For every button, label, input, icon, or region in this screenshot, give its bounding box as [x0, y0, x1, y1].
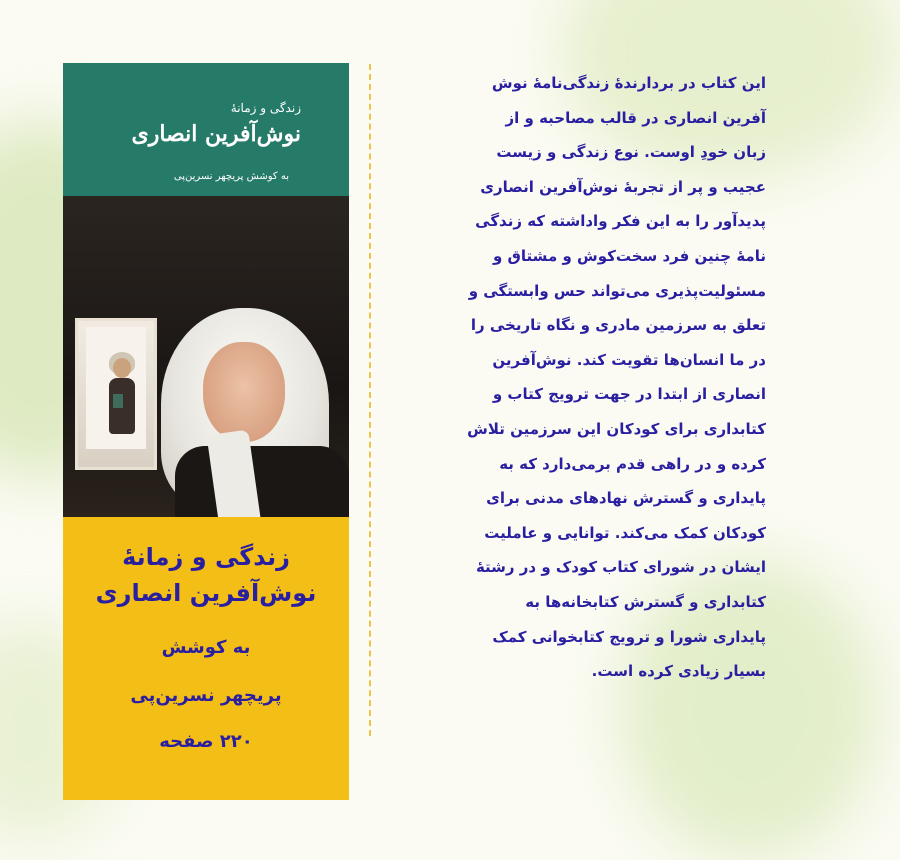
panel-page-count: ۲۲۰ صفحه — [159, 731, 253, 752]
cover-title: نوش‌آفرین انصاری — [131, 121, 301, 147]
cover-header — [63, 63, 349, 196]
description-line: تعلق به سرزمین مادری و نگاه تاریخی را — [470, 316, 766, 335]
cover-photo — [63, 196, 349, 517]
description-line: در ما انسان‌ها تقویت کند. نوش‌آفرین — [492, 350, 766, 369]
figurine-book — [113, 394, 123, 408]
description-line: آفرین انصاری در قالب مصاحبه و از — [505, 108, 766, 127]
panel-title-line2: نوش‌آفرین انصاری — [95, 579, 317, 607]
description-line: پدیدآور را به این فکر واداشته که زندگی — [475, 212, 766, 231]
cover-compiler: به کوشش پریچهر نسرین‌پی — [173, 171, 289, 182]
panel-author: پریچهر نسرین‌پی — [130, 685, 282, 706]
description-line: این کتاب در بردارندهٔ زندگی‌نامهٔ نوش — [491, 74, 766, 92]
cover-subtitle: زندگی و زمانهٔ — [230, 101, 301, 115]
book-description — [386, 66, 766, 689]
book-cover-image — [63, 63, 349, 517]
description-line: پایداری و گسترش نهادهای مدنی برای — [486, 489, 766, 508]
book-info-panel — [63, 517, 349, 800]
portrait-face — [203, 342, 285, 442]
description-line: زبان خودِ اوست. نوع زندگی و زیست — [496, 143, 766, 162]
figurine-head — [113, 358, 131, 378]
portrait-body — [175, 446, 349, 526]
description-line: کودکان کمک می‌کند. توانایی و عاملیت — [484, 523, 766, 542]
description-line: مسئولیت‌پذیری می‌تواند حس وابستگی و — [468, 281, 766, 300]
dashed-divider — [369, 64, 371, 736]
description-line: پایداری شورا و ترویج کتابخوانی کمک — [492, 627, 766, 646]
description-line: نامهٔ چنین فرد سخت‌کوش و مشتاق و — [492, 246, 766, 265]
panel-title-line1: زندگی و زمانهٔ — [122, 543, 290, 571]
description-line: کرده و در راهی قدم برمی‌دارد که به — [499, 454, 766, 473]
description-line: کتابداری برای کودکان این سرزمین تلاش — [467, 419, 766, 438]
panel-by-label: به کوشش — [161, 637, 251, 658]
description-line: بسیار زیادی کرده است. — [591, 662, 766, 681]
description-line: ایشان در شورای کتاب کودک و در رشتهٔ — [475, 558, 766, 577]
description-line: عجیب و پر از تجربهٔ نوش‌آفرین انصاری — [480, 177, 766, 196]
description-line: کتابداری و گسترش کتابخانه‌ها به — [525, 592, 766, 611]
description-line: انصاری از ابتدا در جهت ترویج کتاب و — [492, 385, 766, 404]
